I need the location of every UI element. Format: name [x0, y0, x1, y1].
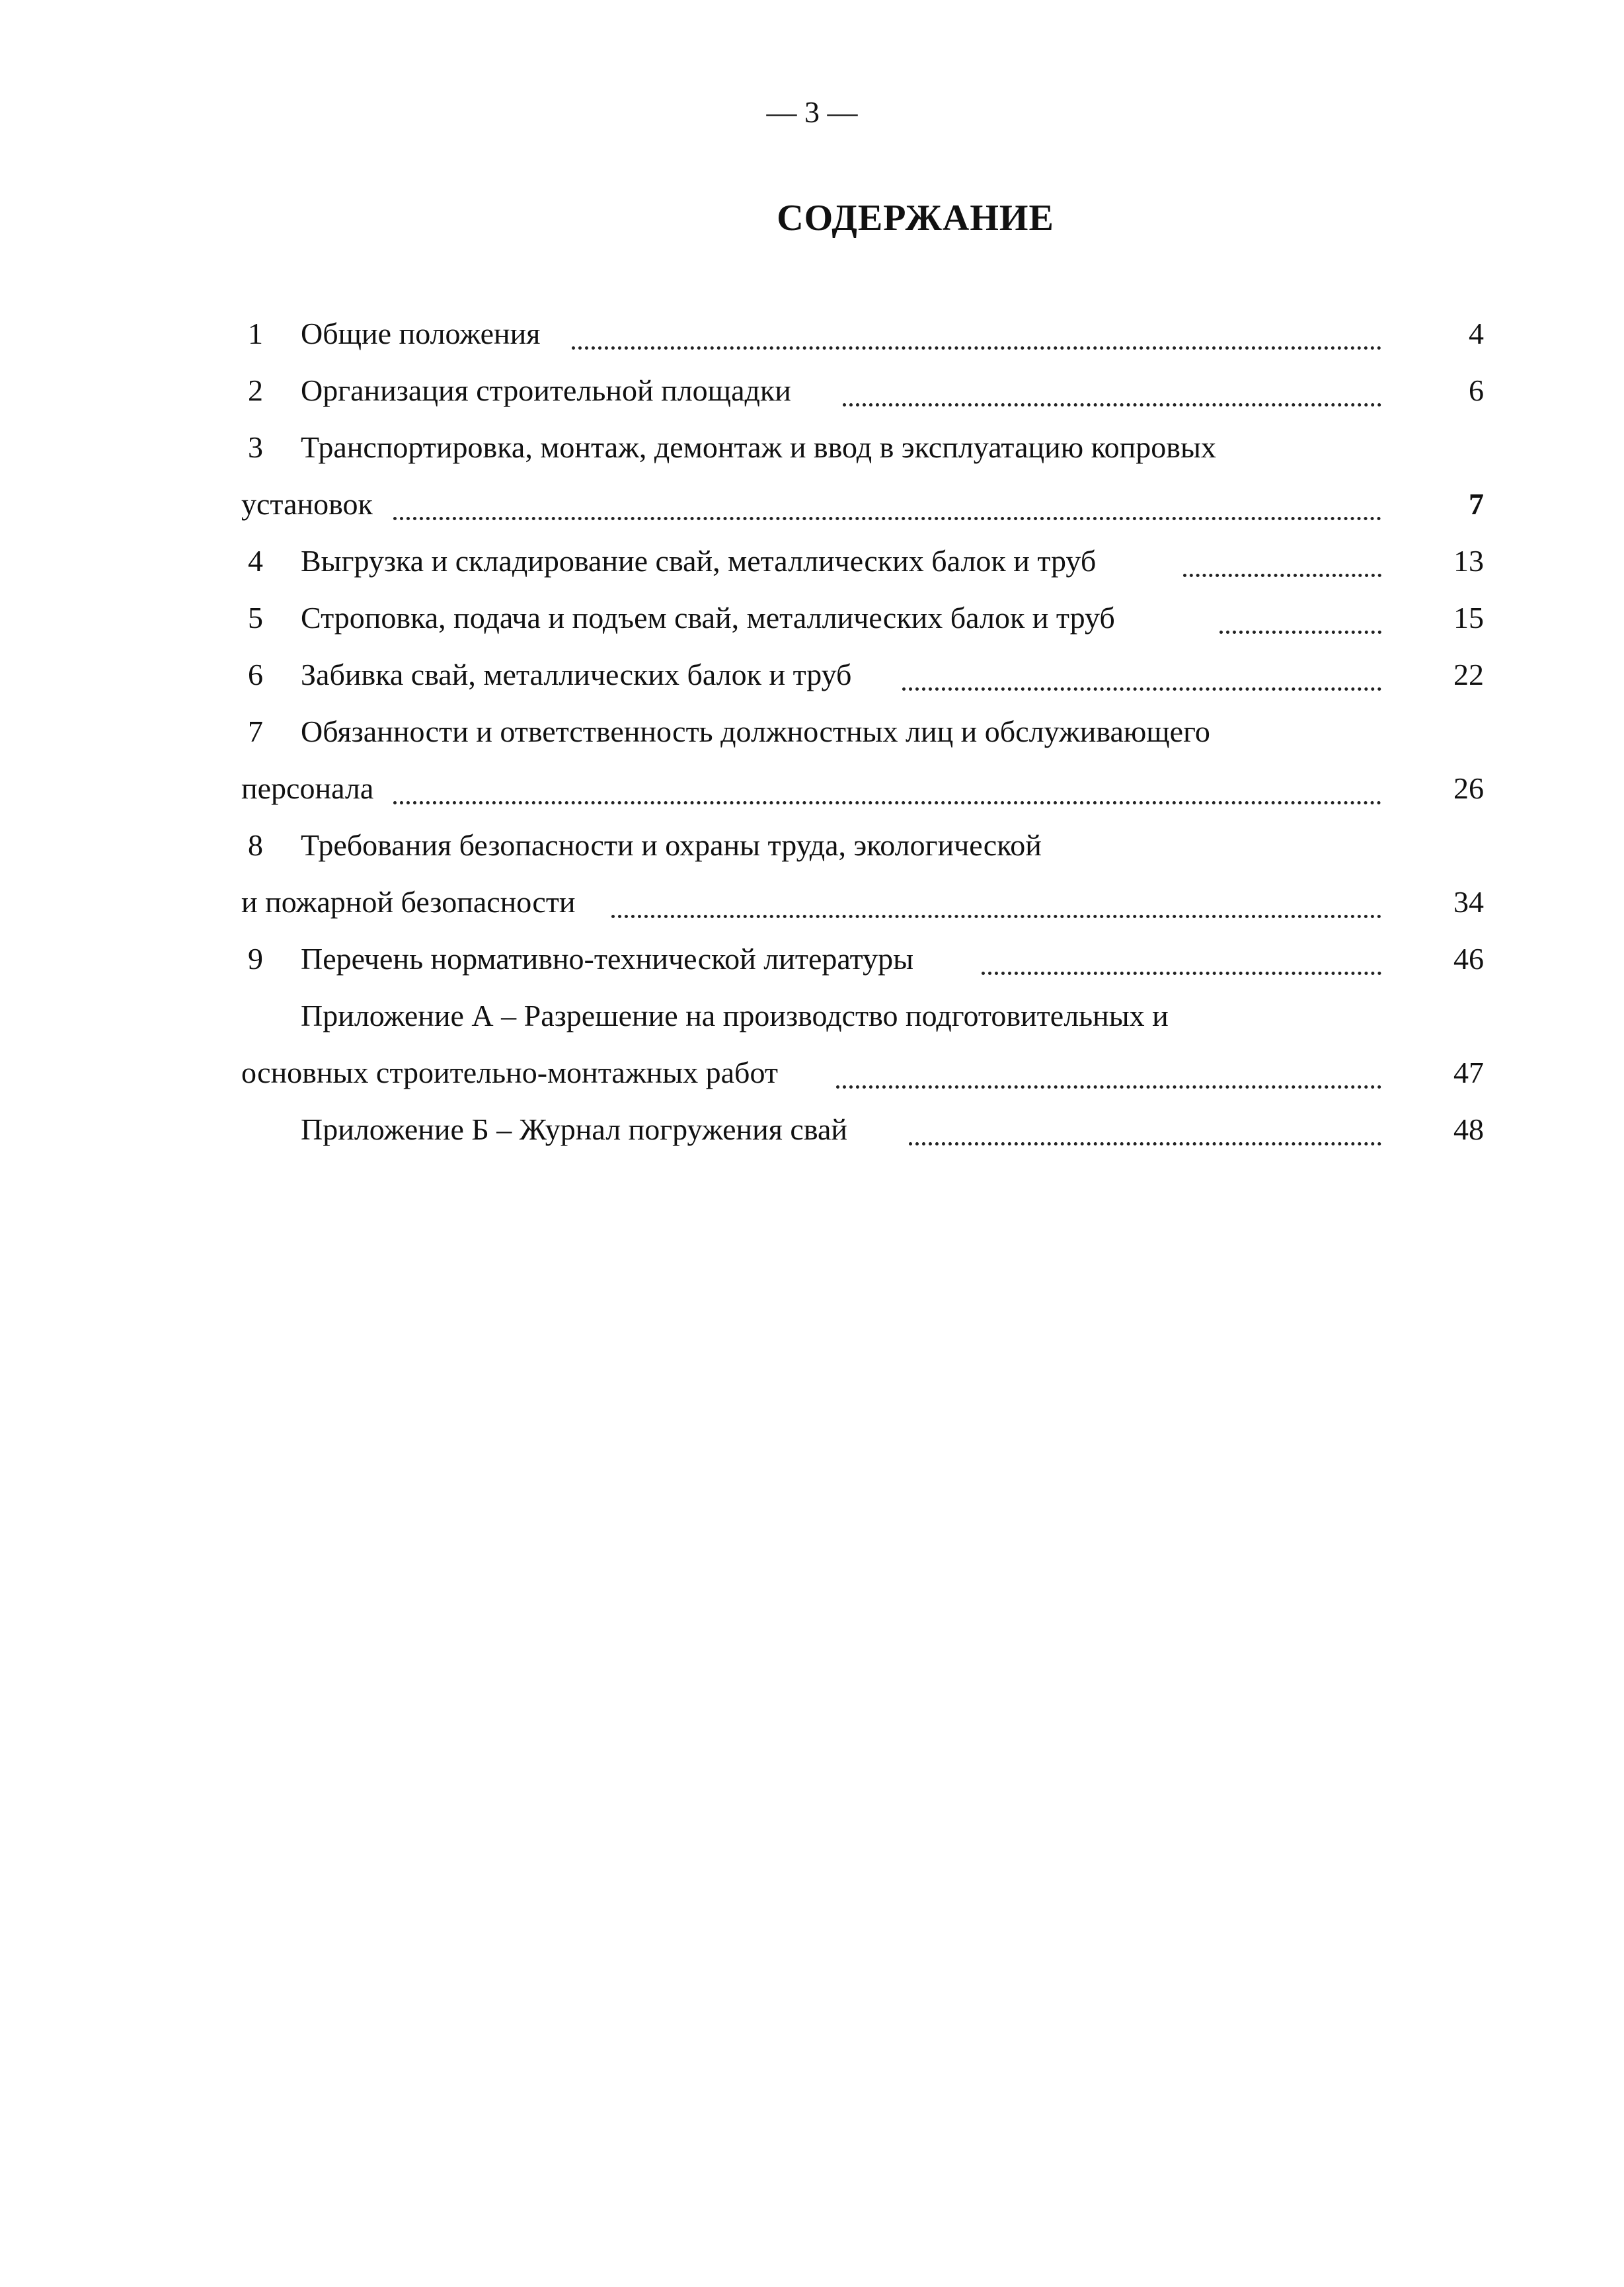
dot-leader	[902, 682, 1381, 691]
toc-entry-continuation	[241, 886, 1484, 943]
dot-leader	[836, 1080, 1381, 1089]
toc-title: СОДЕРЖАНИЕ	[777, 198, 1054, 239]
toc-entry-title: Общие положения	[301, 317, 541, 350]
toc-entry	[241, 431, 1484, 488]
toc-entry-page: 15	[1453, 601, 1484, 635]
toc-entry-title: Приложение Б – Журнал погружения свай	[301, 1112, 847, 1146]
toc-entry-number: 8	[248, 828, 263, 862]
toc-entry-appendix	[241, 1113, 1484, 1170]
dot-leader	[1183, 568, 1381, 577]
dot-leader	[572, 341, 1381, 350]
toc-entry-page: 48	[1453, 1112, 1484, 1146]
dot-leader	[611, 910, 1381, 918]
toc-entry-page: 22	[1453, 658, 1484, 691]
toc-entry-page: 47	[1453, 1056, 1484, 1089]
page-number: — 3 —	[766, 95, 858, 129]
toc-entry	[241, 715, 1484, 772]
toc-entry-page: 46	[1453, 942, 1484, 976]
toc-entry-title: Организация строительной площадки	[301, 373, 791, 407]
toc-entry-title: Требования безопасности и охраны труда, экологической	[301, 828, 1042, 862]
toc-entry-number: 4	[248, 544, 263, 578]
toc-entry-title: Выгрузка и складирование свай, металлических балок и труб	[301, 544, 1097, 578]
toc-entry-continuation	[241, 488, 1484, 545]
toc-entry-title: Транспортировка, монтаж, демонтаж и ввод в эксплуатацию копровых	[301, 430, 1216, 464]
toc-entry-page: 34	[1453, 885, 1484, 919]
toc-entry-continuation	[241, 1056, 1484, 1113]
toc-entry	[241, 658, 1484, 715]
toc-entry-page: 4	[1469, 317, 1484, 350]
toc-entry-title: Приложение А – Разрешение на производство подготовительных и	[301, 999, 1169, 1032]
toc-entry-title: Обязанности и ответственность должностных лиц и обслуживающего	[301, 715, 1210, 748]
toc-entry-title-continued: установок	[241, 487, 373, 521]
toc-entry-page: 13	[1453, 544, 1484, 578]
toc-entry-page: 7	[1469, 487, 1484, 521]
toc-entry-title-continued: основных строительно-монтажных работ	[241, 1056, 778, 1089]
toc-entry-title: Перечень нормативно-технической литературы	[301, 942, 913, 976]
toc-entry-number: 2	[248, 373, 263, 407]
dot-leader	[843, 398, 1381, 407]
toc-entry	[241, 829, 1484, 886]
dot-leader	[393, 796, 1381, 804]
toc-entry-number: 7	[248, 715, 263, 748]
toc-entry	[241, 545, 1484, 601]
toc-entry	[241, 317, 1484, 374]
toc-entry-title-continued: персонала	[241, 771, 374, 805]
toc-entry	[241, 601, 1484, 658]
table-of-contents	[241, 317, 1484, 1170]
toc-entry-title-continued: и пожарной безопасности	[241, 885, 576, 919]
toc-entry-page: 26	[1453, 771, 1484, 805]
toc-entry-number: 6	[248, 658, 263, 691]
toc-entry-title: Строповка, подача и подъем свай, металлических балок и труб	[301, 601, 1115, 635]
toc-entry-number: 3	[248, 430, 263, 464]
dot-leader	[1219, 625, 1381, 634]
toc-entry-number: 9	[248, 942, 263, 976]
dot-leader	[393, 512, 1381, 520]
dot-leader	[982, 966, 1381, 975]
toc-entry-appendix	[241, 999, 1484, 1056]
dot-leader	[909, 1137, 1381, 1145]
toc-entry	[241, 374, 1484, 431]
toc-entry	[241, 943, 1484, 999]
toc-entry-continuation	[241, 772, 1484, 829]
toc-entry-number: 1	[248, 317, 263, 350]
toc-entry-number: 5	[248, 601, 263, 635]
toc-entry-page: 6	[1469, 373, 1484, 407]
toc-entry-title: Забивка свай, металлических балок и труб	[301, 658, 852, 691]
